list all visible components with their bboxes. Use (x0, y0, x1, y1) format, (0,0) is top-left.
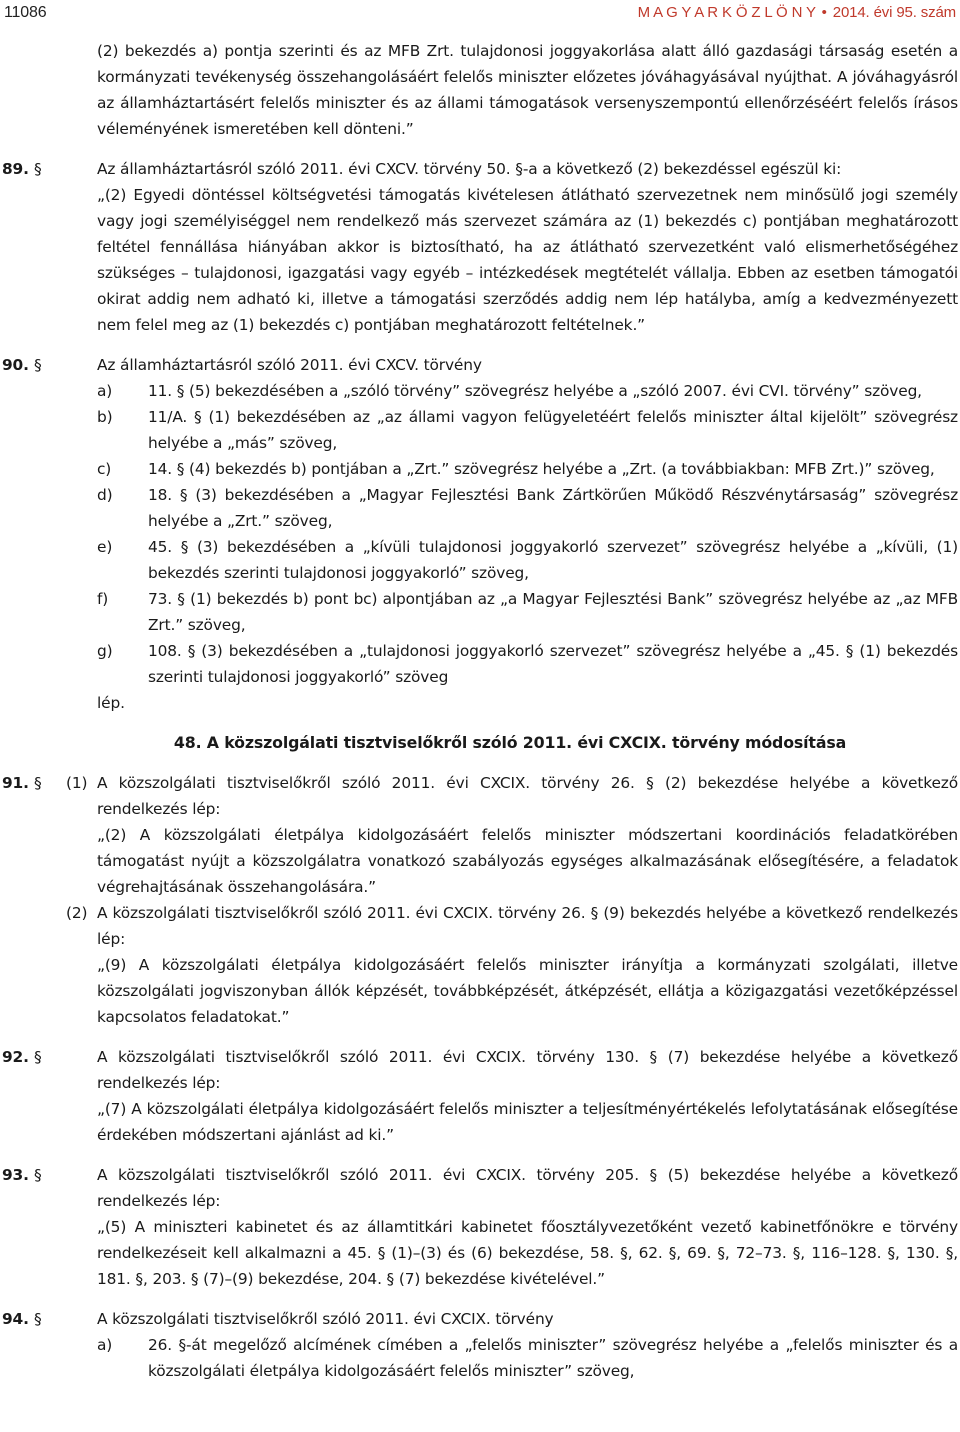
section-intro: A közszolgálati tisztviselőkről szóló 2011. évi CXCIX. törvény 130. § (7) bekezdése helyébe a következő rendelkezés lép: (97, 1048, 958, 1092)
section-number: 91. § (2, 774, 42, 792)
section-92 (0, 1044, 960, 1148)
subsection-1 (0, 770, 960, 900)
subsection-body: „(2) A közszolgálati életpálya kidolgozásáért felelős miniszter módszertani koordinációs feladatkörében támogatást nyújt a közszolgálatra vonatkozó szabályozás egységes alkalmazásának elősegítésére, a feladatok végrehajtásának összehangolására.” (97, 826, 958, 896)
chapter-title: 48. A közszolgálati tisztviselőkről szóló 2011. évi CXCIX. törvény módosítása (173, 733, 847, 752)
section-closing: lép. (97, 694, 125, 712)
section-intro: Az államháztartásról szóló 2011. évi CXCV. törvény 50. §-a a következő (2) bekezdéssel egészül ki: (97, 160, 842, 178)
list-item: b) 11/A. § (1) bekezdésében az „az állami vagyon felügyeletéért felelős miniszter által kijelölt” szövegrész helyébe a „más” szöveg, (97, 408, 958, 452)
document-body (0, 38, 960, 1384)
section-number: 94. § (2, 1310, 42, 1328)
subsection-2 (0, 900, 960, 1030)
section-intro: A közszolgálati tisztviselőkről szóló 2011. évi CXCIX. törvény 205. § (5) bekezdése helyébe a következő rendelkezés lép: (97, 1166, 958, 1210)
section-body: „(5) A miniszteri kabinetet és az államtitkári kabinetet főosztályvezetőként vezető kabinetfőnökre e törvény rendelkezéseit kell alkalmazni a 45. § (1)–(3) és (6) bekezdése, 58. §, 62. §, 69. §, 72–73. §, 116–128. §, 130. §, 181. §, 203. § (7)–(9) bekezdése, 204. § (7) bekezdése kivételével.” (97, 1218, 958, 1288)
journal-separator: • (821, 4, 827, 21)
list-item: e) 45. § (3) bekezdésében a „kívüli tulajdonosi joggyakorló szervezet” szövegrész helyébe a „kívüli, (1) bekezdés szerinti tulajdonosi joggyakorló” szöveg, (97, 538, 958, 582)
section-body: „(2) Egyedi döntéssel költségvetési támogatás kivételesen átlátható szervezetnek nem minősülő jogi személy vagy jogi személyiséggel nem rendelkező más szervezet számára az (1) bekezdés c) pontjában meghatározott feltétel fennállása hiányában akkor is biztosítható, ha az átlátható szervezetként való elismerhetőségéhez szükséges – tulajdonosi, igazgatási vagy egyéb – intézkedések megtételét vállalja. Ebben az esetben támogatói okirat addig nem adható ki, illetve a támogatási szerződés addig nem lép hatályba, amíg a kedvezményezett nem felel meg az (1) bekezdés c) pontjában meghatározott feltételnek.” (97, 186, 958, 334)
section-body: „(7) A közszolgálati életpálya kidolgozásáért felelős miniszter a teljesítményértékelés lefolytatásának elősegítése érdekében módszertani ajánlást ad ki.” (97, 1100, 958, 1144)
subsection-label: (2) (66, 904, 88, 922)
intro-paragraph: (2) bekezdés a) pontja szerinti és az MFB Zrt. tulajdonosi joggyakorlása alatt álló gazdasági társaság esetén a kormányzati tevékenység összehangolásáért felelős miniszter előzetes jóváhagyásával nyújthat. A jóváhagyásról az államháztartásért felelős miniszter és az állami támogatások versenyszempontú ellenőrzéséért felelős írásos véleményének ismeretében kell dönteni.” (97, 42, 958, 138)
list-item: d) 18. § (3) bekezdésében a „Magyar Fejlesztési Bank Zártkörűen Működő Részvénytársaság” szövegrész helyébe a „Zrt.” szöveg, (97, 486, 958, 530)
subsection-body: „(9) A közszolgálati életpálya kidolgozásáért felelős miniszter irányítja a kormányzati szolgálati, illetve közszolgálati jogviszonyban állók képzését, továbbképzését, átképzését, ellátja a közigazgatási vezetőképzéssel kapcsolatos feladatokat.” (97, 956, 958, 1026)
subsection-label: (1) (66, 774, 88, 792)
section-number: 93. § (2, 1166, 42, 1184)
section-94-items (0, 1332, 960, 1384)
journal-name: M A G Y A R K Ö Z L Ö N Y (637, 4, 816, 21)
list-item: a) 11. § (5) bekezdésében a „szóló törvény” szövegrész helyébe a „szóló 2007. évi CVI. törvény” szöveg, (97, 382, 922, 400)
list-item: c) 14. § (4) bekezdés b) pontjában a „Zrt.” szövegrész helyébe a „Zrt. (a továbbiakban: MFB Zrt.)” szöveg, (97, 460, 935, 478)
section-number: 90. § (2, 356, 42, 374)
list-item: f) 73. § (1) bekezdés b) pont bc) alpontjában az „a Magyar Fejlesztési Bank” szövegrész helyébe az „az MFB Zrt.” szöveg, (97, 590, 958, 634)
section-90-items (0, 378, 960, 690)
list-item: g) 108. § (3) bekezdésében a „tulajdonosi joggyakorló szervezet” szövegrész helyébe a „45. § (1) bekezdés szerinti tulajdonosi joggyakorló” szöveg (97, 642, 958, 686)
page-number: 11086 (4, 4, 47, 21)
list-item: a) 26. §-át megelőző alcímének címében a „felelős miniszter” szövegrész helyébe a „felelős miniszter és a közszolgálati életpálya kidolgozásáért felelős miniszter” szöveg, (97, 1336, 958, 1380)
journal-issue: 2014. évi 95. szám (832, 4, 956, 21)
section-89 (0, 156, 960, 338)
section-94 (0, 1306, 960, 1332)
section-93 (0, 1162, 960, 1292)
subsection-intro: A közszolgálati tisztviselőkről szóló 2011. évi CXCIX. törvény 26. § (2) bekezdése helyébe a következő rendelkezés lép: (97, 774, 958, 818)
section-intro: Az államháztartásról szóló 2011. évi CXCV. törvény (97, 356, 482, 374)
page-header (0, 0, 960, 26)
journal-title (638, 0, 956, 26)
section-number: 89. § (2, 160, 42, 178)
subsection-intro: A közszolgálati tisztviselőkről szóló 2011. évi CXCIX. törvény 26. § (9) bekezdés helyébe a következő rendelkezés lép: (97, 904, 958, 948)
section-intro: A közszolgálati tisztviselőkről szóló 2011. évi CXCIX. törvény (97, 1310, 554, 1328)
section-90 (0, 352, 960, 378)
section-number: 92. § (2, 1048, 42, 1066)
